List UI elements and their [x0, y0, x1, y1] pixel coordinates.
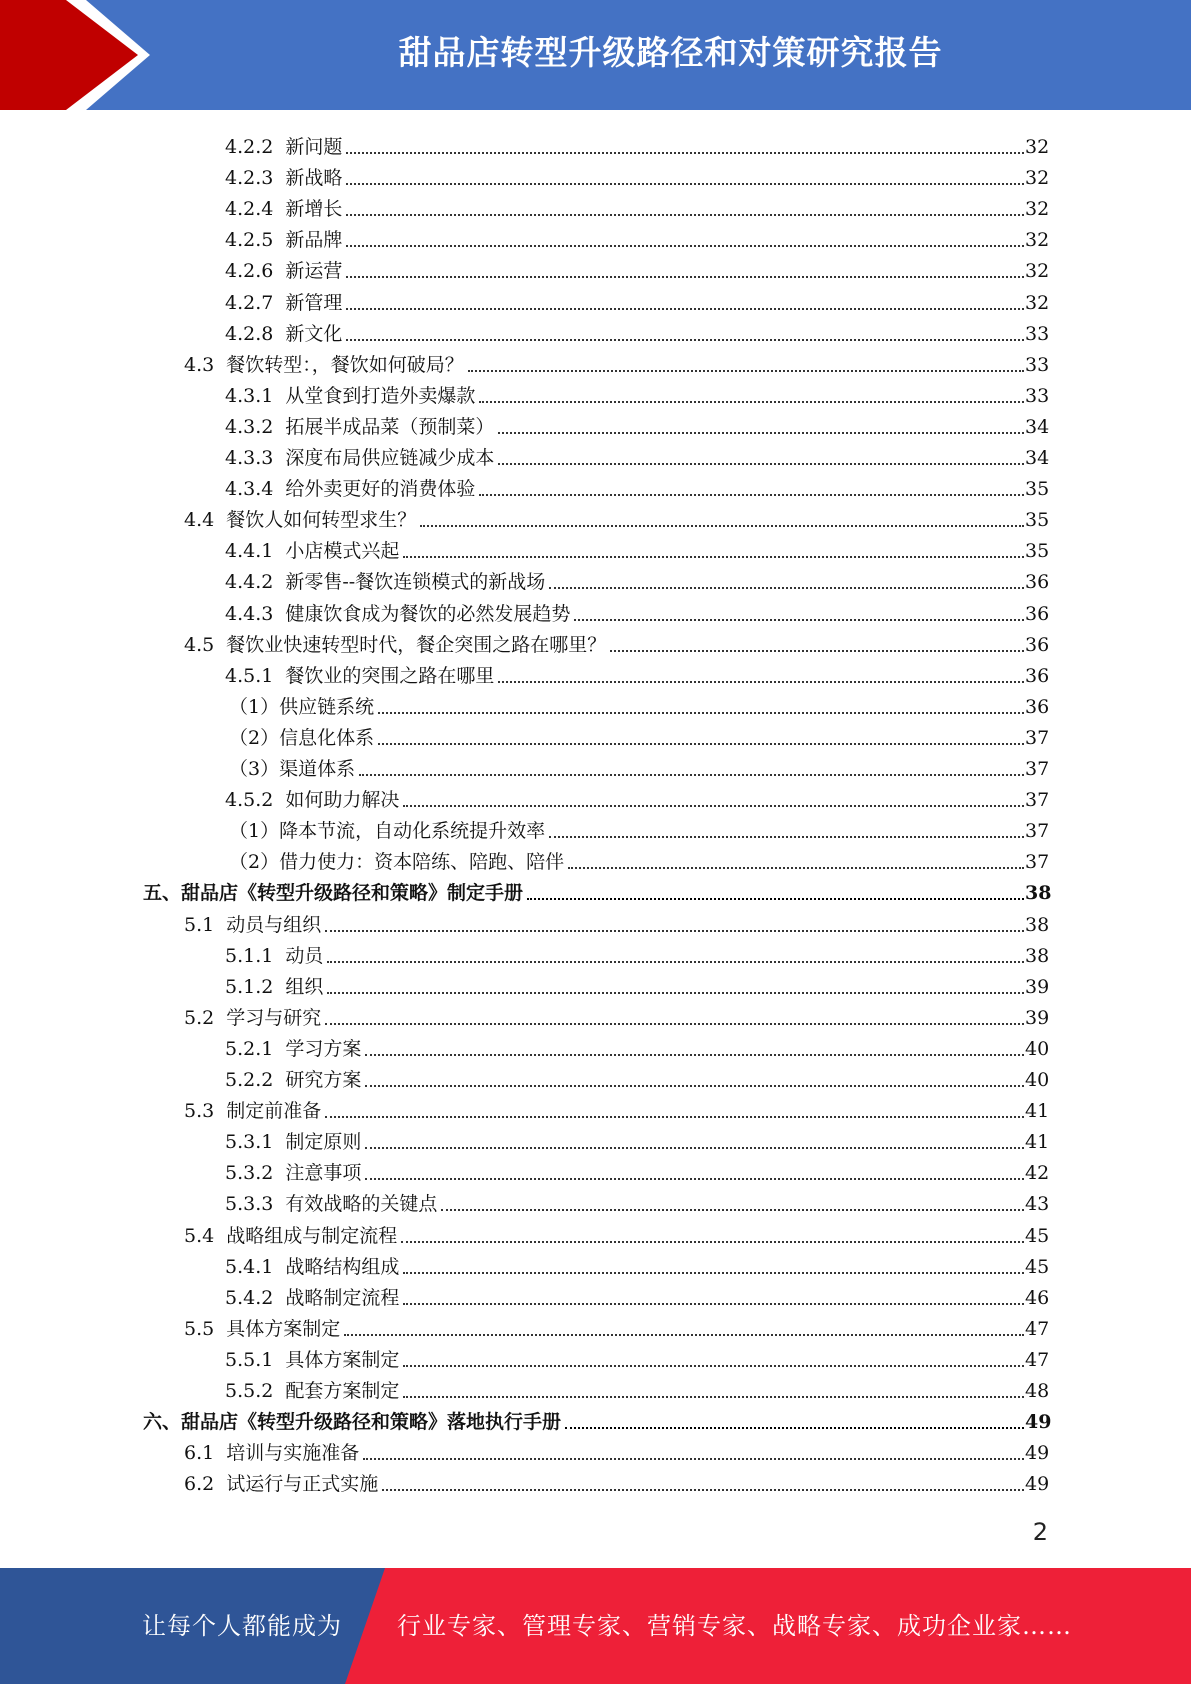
toc-entry-title: 新管理 — [285, 291, 343, 314]
toc-entry-title: 从堂食到打造外卖爆款 — [285, 384, 476, 407]
toc-entry-number: 5.2 — [184, 1006, 215, 1029]
toc-entry[interactable] — [225, 408, 1050, 439]
toc-entry[interactable] — [225, 1123, 1050, 1154]
toc-entry-title: 给外卖更好的消费体验 — [285, 478, 476, 501]
toc-entry[interactable] — [184, 1434, 1050, 1465]
toc-entry-page: 37 — [1025, 789, 1050, 812]
toc-entry-number: 4.2.8 — [225, 322, 274, 345]
toc-entry-label — [229, 757, 357, 781]
toc-entry-label — [225, 384, 477, 408]
toc-entry-label — [184, 913, 323, 937]
toc-entry-label — [184, 1099, 323, 1123]
toc-entry-title: 动员与组织 — [226, 913, 322, 936]
toc-entry-title: （2）借力使力：资本陪练、陪跑、陪伴 — [229, 851, 565, 874]
toc-entry-title: 具体方案制定 — [226, 1317, 341, 1340]
toc-entry-page: 33 — [1025, 384, 1050, 407]
toc-leader-dots — [549, 577, 1024, 589]
toc-entry-number: 5.5.1 — [225, 1348, 274, 1371]
toc-entry-title: 餐饮人如何转型求生？ — [226, 509, 417, 532]
toc-entry[interactable] — [184, 501, 1050, 532]
toc-entry-title: 六、甜品店《转型升级路径和策略》落地执行手册 — [143, 1411, 562, 1434]
toc-leader-dots — [378, 733, 1024, 745]
toc-entry-label — [225, 322, 344, 346]
toc-entry-title: 五、甜品店《转型升级路径和策略》制定手册 — [143, 882, 524, 905]
toc-entry-title: 如何助力解决 — [285, 789, 400, 812]
toc-leader-dots — [382, 1479, 1024, 1491]
toc-leader-dots — [574, 609, 1024, 621]
toc-entry-title: 新零售--餐饮连锁模式的新战场 — [285, 571, 546, 594]
toc-entry-page: 41 — [1025, 1100, 1050, 1123]
header-arrow-icon — [0, 0, 138, 110]
toc-entry-page: 49 — [1025, 1442, 1050, 1465]
toc-entry[interactable] — [225, 315, 1050, 346]
toc-entry-number: 5.2.2 — [225, 1069, 274, 1091]
toc-entry-number: 4.2.6 — [225, 260, 274, 283]
toc-entry-label — [225, 446, 496, 470]
toc-entry-label — [225, 975, 325, 999]
toc-entry-number: 6.1 — [184, 1442, 215, 1465]
toc-leader-dots — [346, 142, 1024, 154]
toc-entry-page: 32 — [1025, 291, 1050, 314]
toc-entry-label — [184, 1317, 342, 1341]
toc-entry-page: 32 — [1025, 167, 1050, 190]
toc-entry-title: 新增长 — [285, 198, 343, 221]
toc-entry-label — [184, 1472, 380, 1496]
toc-leader-dots — [403, 1262, 1024, 1274]
toc-entry-number: 4.4 — [184, 509, 215, 532]
toc-entry-page: 34 — [1025, 447, 1050, 469]
toc-entry[interactable] — [225, 284, 1050, 315]
toc-entry-title: （2）信息化体系 — [229, 726, 375, 749]
toc-entry-title: 战略组成与制定流程 — [226, 1224, 398, 1247]
toc-entry[interactable] — [225, 563, 1050, 594]
toc-entry-number: 5.3.2 — [225, 1162, 274, 1185]
toc-entry-page: 40 — [1025, 1037, 1050, 1060]
toc-leader-dots — [365, 1044, 1024, 1056]
toc-entry-label — [229, 695, 376, 719]
toc-entry-page: 39 — [1025, 1006, 1050, 1029]
toc-entry[interactable] — [229, 843, 1050, 874]
toc-entry-title: 深度布局供应链减少成本 — [285, 447, 495, 469]
toc-leader-dots — [610, 640, 1024, 652]
toc-entry-number: 4.2.7 — [225, 291, 274, 314]
toc-entry-page: 36 — [1025, 633, 1050, 656]
toc-entry[interactable] — [225, 470, 1050, 501]
page-header — [0, 0, 1191, 110]
toc-entry-label — [225, 664, 496, 688]
toc-entry-page: 37 — [1025, 758, 1050, 780]
toc-entry[interactable] — [229, 719, 1050, 750]
toc-entry-number: 5.3.1 — [225, 1131, 274, 1154]
toc-entry-label — [225, 1130, 363, 1154]
toc-entry-page: 32 — [1025, 260, 1050, 283]
toc-entry-page: 37 — [1025, 820, 1050, 843]
toc-leader-dots — [365, 1168, 1024, 1180]
toc-entry-label — [225, 1348, 401, 1372]
toc-leader-dots — [346, 204, 1024, 216]
toc-entry-page: 45 — [1025, 1255, 1050, 1278]
toc-entry-title: 新问题 — [285, 136, 343, 158]
toc-entry[interactable] — [225, 439, 1050, 470]
toc-entry[interactable] — [225, 781, 1050, 812]
toc-entry[interactable] — [184, 999, 1050, 1030]
toc-entry-page: 49 — [1025, 1411, 1052, 1434]
toc-entry[interactable] — [225, 1185, 1050, 1216]
toc-entry-number: 4.5.1 — [225, 664, 274, 687]
toc-entry-title: 餐饮业的突围之路在哪里 — [285, 664, 495, 687]
toc-leader-dots — [346, 235, 1024, 247]
toc-entry-page: 45 — [1025, 1224, 1050, 1247]
toc-entry-label — [184, 1441, 361, 1465]
toc-entry[interactable] — [225, 1341, 1050, 1372]
toc-entry-number: 5.3 — [184, 1100, 215, 1123]
toc-entry-label — [225, 539, 401, 563]
toc-entry-title: 学习方案 — [285, 1037, 362, 1060]
toc-leader-dots — [403, 1293, 1024, 1305]
toc-entry-page: 32 — [1025, 229, 1050, 252]
toc-entry[interactable] — [184, 906, 1050, 937]
toc-entry-number: 4.4.3 — [225, 602, 274, 625]
toc-entry-number: 4.2.4 — [225, 198, 274, 221]
toc-entry[interactable] — [229, 750, 1050, 781]
toc-entry-title: 培训与实施准备 — [226, 1442, 360, 1465]
toc-entry-page: 47 — [1025, 1348, 1050, 1371]
toc-entry[interactable] — [225, 937, 1050, 968]
toc-entry-label — [225, 135, 344, 159]
toc-entry-label — [184, 633, 608, 657]
toc-entry-label — [225, 259, 344, 283]
toc-entry-title: 注意事项 — [285, 1162, 362, 1185]
toc-entry[interactable] — [229, 688, 1050, 719]
toc-entry-label — [225, 1037, 363, 1061]
toc-entry[interactable] — [184, 1092, 1050, 1123]
page-number: 2 — [1032, 1518, 1048, 1546]
report-title: 甜品店转型升级路径和对策研究报告 — [398, 33, 943, 72]
toc-entry-page: 37 — [1025, 726, 1050, 749]
toc-entry[interactable] — [225, 221, 1050, 252]
toc-leader-dots — [365, 1137, 1024, 1149]
toc-entry-page: 36 — [1025, 602, 1050, 625]
toc-entry-page: 40 — [1025, 1069, 1050, 1091]
toc-entry-label — [184, 1224, 399, 1248]
toc-entry-page: 38 — [1025, 882, 1052, 905]
toc-entry-page: 47 — [1025, 1317, 1050, 1340]
toc-leader-dots — [568, 857, 1024, 869]
toc-entry[interactable] — [184, 1217, 1050, 1248]
toc-leader-dots — [549, 826, 1024, 838]
toc-entry-label — [225, 228, 344, 252]
toc-leader-dots — [403, 795, 1024, 807]
toc-entry-page: 36 — [1025, 664, 1050, 687]
toc-entry-label — [143, 881, 525, 905]
toc-leader-dots — [498, 422, 1024, 434]
toc-entry-label — [225, 1192, 439, 1216]
toc-entry-label — [225, 166, 344, 190]
toc-entry-page: 39 — [1025, 975, 1050, 998]
toc-entry-number: 6.2 — [184, 1473, 215, 1496]
toc-entry-page: 48 — [1025, 1380, 1050, 1402]
toc-entry[interactable] — [225, 1030, 1050, 1061]
toc-entry-page: 49 — [1025, 1473, 1050, 1496]
toc-entry-title: 餐饮业快速转型时代，餐企突围之路在哪里？ — [226, 633, 607, 656]
toc-leader-dots — [565, 1417, 1024, 1429]
toc-entry-number: 5.1 — [184, 913, 215, 936]
toc-entry[interactable] — [184, 346, 1050, 377]
toc-entry-number: 4.2.2 — [225, 136, 274, 158]
toc-entry-number: 4.2.3 — [225, 167, 274, 190]
toc-entry[interactable] — [225, 657, 1050, 688]
toc-entry-title: 制定前准备 — [226, 1100, 322, 1123]
toc-entry-number: 5.4 — [184, 1224, 215, 1247]
toc-entry-title: 有效战略的关键点 — [285, 1193, 438, 1216]
toc-entry-title: 新文化 — [285, 322, 343, 345]
toc-entry-number: 5.1.2 — [225, 975, 274, 998]
toc-entry-number: 4.3.4 — [225, 478, 274, 501]
toc-entry-title: 研究方案 — [285, 1069, 362, 1091]
toc-leader-dots — [325, 1106, 1024, 1118]
toc-entry-title: （3）渠道体系 — [229, 758, 356, 780]
toc-entry-label — [225, 291, 344, 315]
toc-leader-dots — [346, 173, 1024, 185]
page-footer — [0, 1568, 1191, 1684]
toc-entry-title: （1）降本节流，自动化系统提升效率 — [229, 820, 546, 843]
toc-leader-dots — [403, 1386, 1024, 1398]
toc-leader-dots — [325, 1013, 1024, 1025]
toc-entry-title: 组织 — [285, 975, 324, 998]
toc-entry-number: 5.2.1 — [225, 1037, 274, 1060]
toc-entry-number: 5.5.2 — [225, 1380, 274, 1402]
toc-entry-label — [225, 788, 401, 812]
toc-entry[interactable] — [225, 595, 1050, 626]
toc-entry-number: 4.3 — [184, 353, 215, 376]
toc-entry[interactable] — [225, 1279, 1050, 1310]
toc-entry[interactable] — [225, 1248, 1050, 1279]
toc-entry[interactable] — [225, 1372, 1050, 1403]
toc-entry[interactable] — [184, 626, 1050, 657]
toc-entry-page: 37 — [1025, 851, 1050, 874]
toc-entry-number: 4.3.3 — [225, 447, 274, 469]
toc-entry-page: 32 — [1025, 198, 1050, 221]
toc-entry-number: 5.1.1 — [225, 944, 274, 967]
toc-leader-dots — [401, 1231, 1024, 1243]
toc-entry-number: 5.4.1 — [225, 1255, 274, 1278]
toc-entry-title: 餐饮转型：，餐饮如何破局？ — [226, 353, 464, 376]
toc-entry[interactable] — [184, 1465, 1050, 1496]
toc-entry-number: 5.3.3 — [225, 1193, 274, 1216]
toc-leader-dots — [420, 515, 1024, 527]
toc-entry[interactable] — [225, 968, 1050, 999]
toc-leader-dots — [359, 764, 1024, 776]
toc-entry-label — [184, 1006, 323, 1030]
toc-entry-title: 新运营 — [285, 260, 343, 283]
toc-entry-title: 拓展半成品菜（预制菜） — [285, 415, 495, 438]
toc-entry-label — [225, 602, 572, 626]
toc-entry-label — [184, 353, 466, 377]
toc-entry-label — [225, 1379, 401, 1403]
toc-entry[interactable] — [225, 128, 1050, 159]
toc-entry-page: 36 — [1025, 695, 1050, 718]
toc-entry[interactable] — [143, 1403, 1052, 1434]
toc-entry[interactable] — [225, 532, 1050, 563]
toc-entry[interactable] — [225, 190, 1050, 221]
toc-entry-label — [225, 1161, 363, 1185]
toc-entry-title: 试运行与正式实施 — [226, 1473, 379, 1496]
toc-leader-dots — [365, 1075, 1024, 1087]
toc-entry-title: 战略制定流程 — [285, 1286, 400, 1309]
toc-entry-number: 4.5.2 — [225, 789, 274, 812]
toc-leader-dots — [363, 1448, 1024, 1460]
toc-entry[interactable] — [225, 252, 1050, 283]
toc-leader-dots — [479, 391, 1024, 403]
toc-entry-page: 38 — [1025, 944, 1050, 967]
toc-leader-dots — [441, 1199, 1024, 1211]
toc-entry-page: 35 — [1025, 478, 1050, 501]
toc-entry-title: 具体方案制定 — [285, 1348, 400, 1371]
toc-entry-title: 新战略 — [285, 167, 343, 190]
toc-leader-dots — [479, 484, 1024, 496]
toc-entry-number: 4.4.2 — [225, 571, 274, 594]
toc-entry-title: 战略结构组成 — [285, 1255, 400, 1278]
toc-entry[interactable] — [184, 1310, 1050, 1341]
toc-entry-title: 制定原则 — [285, 1131, 362, 1154]
toc-entry-title: 学习与研究 — [226, 1006, 322, 1029]
toc-entry-title: 配套方案制定 — [285, 1380, 400, 1402]
toc-entry-label — [225, 1286, 401, 1310]
toc-entry-label — [229, 850, 566, 874]
toc-entry-page: 42 — [1025, 1162, 1050, 1185]
toc-entry-title: 健康饮食成为餐饮的必然发展趋势 — [285, 602, 571, 625]
toc-entry-title: 小店模式兴起 — [285, 540, 400, 563]
toc-entry-label — [229, 819, 547, 843]
toc-entry-page: 35 — [1025, 540, 1050, 563]
toc-entry[interactable] — [225, 377, 1050, 408]
toc-entry-page: 36 — [1025, 571, 1050, 594]
toc-entry-number: 4.2.5 — [225, 229, 274, 252]
toc-leader-dots — [527, 888, 1024, 900]
toc-entry-number: 4.4.1 — [225, 540, 274, 563]
toc-leader-dots — [403, 546, 1024, 558]
toc-entry[interactable] — [143, 874, 1052, 905]
footer-slogan-right: 行业专家、管理专家、营销专家、战略专家、成功企业家…… — [397, 1612, 1072, 1640]
toc-entry[interactable] — [225, 1154, 1050, 1185]
toc-entry-title: （1）供应链系统 — [229, 695, 375, 718]
toc-leader-dots — [378, 702, 1024, 714]
toc-entry-label — [143, 1410, 563, 1434]
toc-entry-title: 动员 — [285, 944, 324, 967]
toc-entry-title: 新品牌 — [285, 229, 343, 252]
toc-entry[interactable] — [225, 159, 1050, 190]
toc-entry-page: 34 — [1025, 415, 1050, 438]
toc-entry-page: 46 — [1025, 1286, 1050, 1309]
toc-leader-dots — [403, 1355, 1024, 1367]
toc-entry[interactable] — [229, 812, 1050, 843]
toc-entry-page: 33 — [1025, 322, 1050, 345]
toc-entry-number: 5.4.2 — [225, 1286, 274, 1309]
toc-leader-dots — [346, 298, 1024, 310]
toc-leader-dots — [327, 982, 1024, 994]
toc-entry-label — [225, 1068, 363, 1092]
toc-entry-page: 32 — [1025, 136, 1050, 158]
toc-entry-page: 43 — [1025, 1193, 1050, 1216]
toc-leader-dots — [346, 266, 1024, 278]
toc-entry-page: 41 — [1025, 1131, 1050, 1154]
toc-entry-page: 35 — [1025, 509, 1050, 532]
toc-entry-label — [229, 726, 376, 750]
toc-entry-number: 5.5 — [184, 1317, 215, 1340]
toc-leader-dots — [468, 360, 1024, 372]
toc-entry-page: 38 — [1025, 913, 1050, 936]
toc-entry-label — [225, 944, 325, 968]
toc-entry-label — [225, 570, 547, 594]
toc-entry-label — [225, 197, 344, 221]
footer-slogan-left: 让每个人都能成为 — [142, 1612, 342, 1640]
toc-entry-label — [184, 508, 418, 532]
toc-leader-dots — [327, 951, 1024, 963]
toc-entry-page: 33 — [1025, 353, 1050, 376]
toc-leader-dots — [498, 453, 1024, 465]
toc-entry-label — [225, 477, 477, 501]
toc-leader-dots — [346, 329, 1024, 341]
toc-leader-dots — [498, 671, 1024, 683]
toc-entry-number: 4.3.2 — [225, 415, 274, 438]
toc-leader-dots — [344, 1324, 1024, 1336]
toc-leader-dots — [325, 920, 1024, 932]
toc-entry-number: 4.3.1 — [225, 384, 274, 407]
toc-entry-label — [225, 1255, 401, 1279]
toc-entry[interactable] — [225, 1061, 1050, 1092]
toc-entry-label — [225, 415, 496, 439]
toc-entry-number: 4.5 — [184, 633, 215, 656]
